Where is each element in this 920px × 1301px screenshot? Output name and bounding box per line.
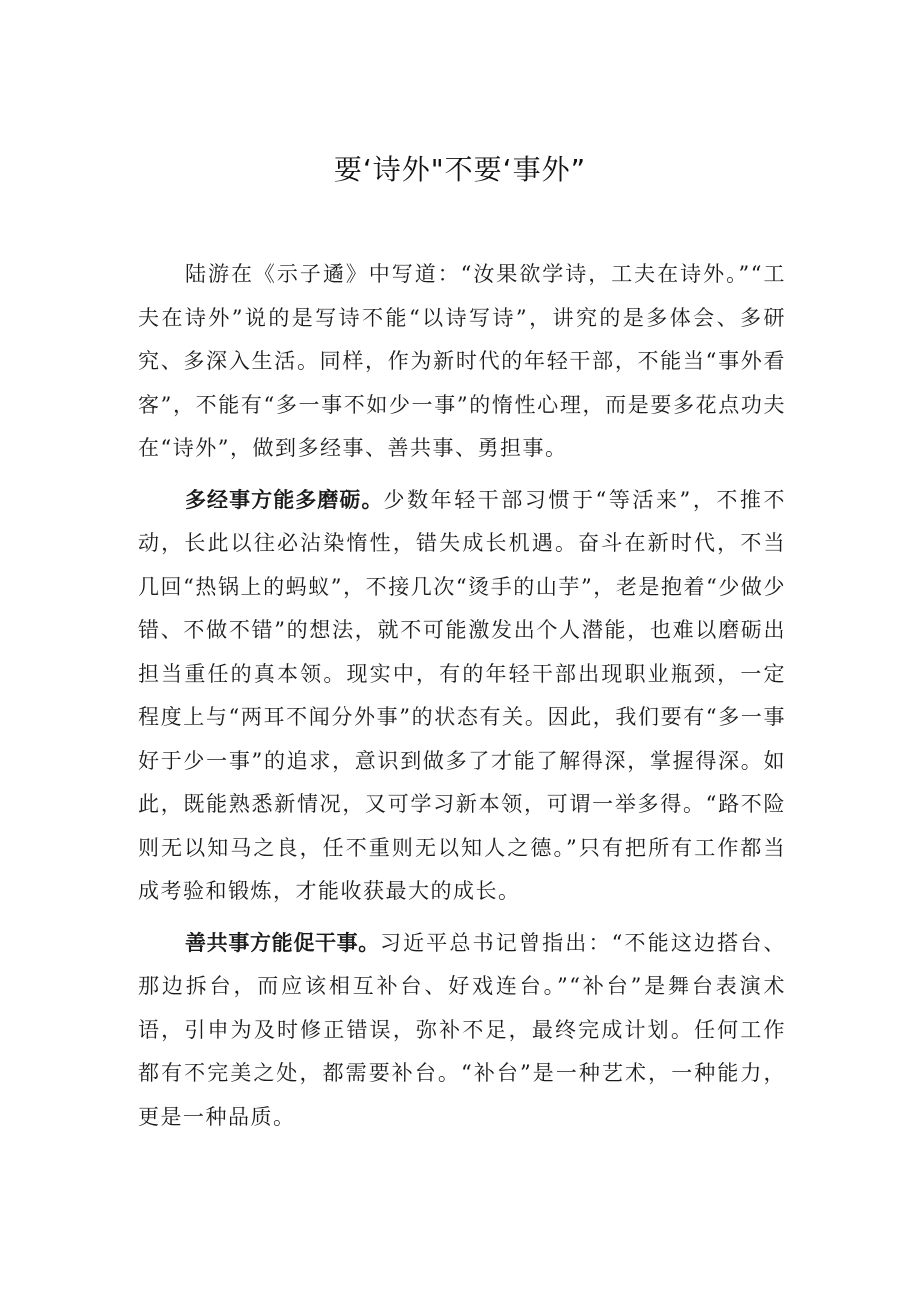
paragraph-intro [138, 253, 786, 471]
paragraph-text: 习近平总书记曾指出：“不能这边搭台、那边拆台，而应该相互补台、好戏连台。”“补台”是舞台表演术语，引申为及时修正错误，弥补不足，最终完成计划。任何工作都有不完美之处，都需要补台。“补台”是一种艺术，一种能力，更是一种品质。 [138, 930, 787, 1129]
paragraph-text: 少数年轻干部习惯于“等活来”，不推不动，长此以往必沾染惰性，错失成长机遇。奋斗在新时代，不当几回“热锅上的蚂蚁”，不接几次“烫手的山芋”，老是抱着“少做少错、不做不错”的想法，就不可能激发出个人潜能，也难以磨砺出担当重任的真本领。现实中，有的年轻干部出现职业瓶颈，一定程度上与“两耳不闻分外事”的状态有关。因此，我们要有“多一事好于少一事”的追求，意识到做多了才能了解得深，掌握得深。如此，既能熟悉新情况，又可学习新本领，可谓一举多得。“路不险则无以知马之良，任不重则无以知人之德。”只有把所有工作都当成考验和锻炼，才能收获最大的成长。 [138, 487, 786, 903]
paragraph-cooperation [138, 922, 786, 1140]
paragraph-text: 陆游在《示子遹》中写道：“汝果欲学诗，工夫在诗外。”“工夫在诗外”说的是写诗不能“以诗写诗”，讲究的是多体会、多研究、多深入生活。同样，作为新时代的年轻干部，不能当“事外看客”，不能有“多一事不如少一事”的惰性心理，而是要多花点功夫在“诗外”，做到多经事、善共事、勇担事。 [138, 262, 786, 460]
paragraph-experience [138, 479, 786, 914]
page-title: 要‘诗外"不要‘事外” [333, 153, 587, 186]
document-body [138, 253, 786, 1139]
paragraph-lead: 善共事方能促干事。 [185, 930, 380, 955]
paragraph-lead: 多经事方能多磨砺。 [185, 487, 384, 512]
